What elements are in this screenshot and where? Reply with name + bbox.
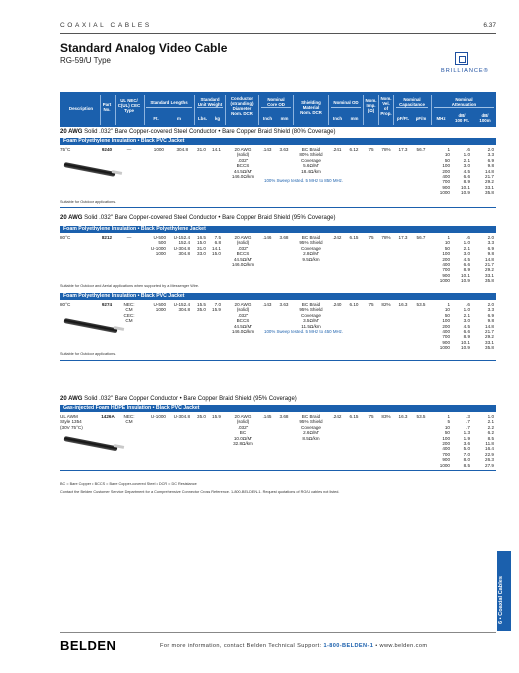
footer-website: • www.belden.com	[375, 643, 428, 649]
shield-spec: BC Braid 95% Shield Coverage 2.6Ω/M' 8.5Ω/km	[299, 414, 323, 441]
application-note: Suitable for Outdoor and Aerial applications when supported by a Messenger Wire.	[60, 284, 200, 288]
capacitance-ft: 17.3	[398, 235, 408, 240]
col-core-od: Nominal Core OD	[267, 97, 285, 107]
section-divider	[60, 207, 496, 208]
attn-mhz: 1 10 50 100 200 400 700 900 1000	[439, 302, 450, 351]
section-1-bar: Foam Polyethylene Insulation • Black PVC Jacket	[60, 138, 496, 145]
ul-type: —	[126, 147, 132, 152]
temp-rating: 80°C	[60, 302, 71, 307]
col-attn-db-100m: dB/ 100m	[479, 113, 491, 123]
col-cap-pf-ft: pF/Ft.	[397, 116, 409, 121]
weight-lbs: 31.0	[197, 147, 206, 152]
length-m: U-152.4 304.8	[173, 302, 190, 313]
temp-rating: UL AWM Style 1354 (30V 75°C)	[60, 414, 83, 430]
length-m: 304.8	[176, 147, 188, 152]
od-mm: 6.15	[349, 235, 359, 240]
col-std-lengths-ft: Ft.	[153, 116, 159, 121]
col-attn-mhz: MHz	[436, 116, 446, 121]
velocity: 82%	[381, 302, 391, 307]
col-shielding: Shielding Material Nom. DCR	[300, 100, 322, 115]
core-od-inch: .145	[262, 414, 272, 419]
section-2-title: 20 AWG Solid .032" Bare Copper-covered Steel Conductor • Bare Copper Braid Shield (95% Coverage)	[60, 215, 336, 221]
sweep-note: 100% Sweep tested. 5 MHz to 450 MHz.	[264, 329, 344, 334]
header-divider	[60, 33, 496, 34]
attn-db-m: 2.0 3.3 6.9 9.8 14.8 21.7 29.2 33.1 35.8	[485, 147, 494, 196]
capacitance-m: 53.5	[416, 302, 426, 307]
length-ft: 1000	[153, 147, 164, 152]
col-attn-db-100ft: dB/ 100 Ft.	[455, 113, 469, 123]
length-ft: U-1000	[150, 414, 166, 419]
page-number: 6.37	[483, 22, 496, 29]
conductor-spec: 20 AWG (solid) .032" BCCS 44.5Ω/M' 146.0Ω/km	[231, 302, 255, 335]
capacitance-ft: 17.3	[398, 147, 408, 152]
col-std-lengths-m: m	[177, 116, 181, 121]
core-od-mm: 3.63	[279, 302, 289, 307]
weight-lbs: 35.0	[197, 414, 206, 419]
footer-divider	[60, 632, 496, 633]
section-divider	[60, 360, 496, 361]
od-mm: 6.12	[349, 147, 359, 152]
ul-type: NEC: CM CEC: CM	[123, 302, 135, 324]
col-unit-weight: Standard Unit Weight	[197, 97, 223, 107]
table-header	[60, 92, 496, 127]
col-nominal-od: Nominal OD	[333, 100, 359, 105]
core-od-mm: 3.63	[279, 147, 289, 152]
cable-image	[64, 436, 118, 451]
abbreviation-legend: BC = Bare Copper • BCCS = Bare Copper-covered Steel • DCR = DC Resistance	[60, 482, 197, 486]
core-od-mm: 3.68	[279, 235, 289, 240]
col-capacitance: Nominal Capacitance	[399, 97, 425, 107]
attn-db-m: 1.0 2.1 2.2 6.2 8.5 11.8 16.4 22.9 26.3 27.9	[485, 414, 494, 468]
weight-lbs: 15.5 35.0	[197, 302, 206, 313]
od-inch: .242	[332, 414, 342, 419]
capacitance-ft: 16.3	[398, 414, 408, 419]
shield-spec: BC Braid 95% Shield Coverage 2.8Ω/M' 9.5Ω/km	[299, 235, 323, 262]
part-number: 9240	[101, 147, 113, 152]
od-inch: .240	[332, 302, 342, 307]
application-note: Suitable for Outdoor applications.	[60, 352, 117, 356]
page-subtitle: RG-59/U Type	[60, 56, 111, 65]
velocity: 83%	[381, 414, 391, 419]
velocity: 78%	[381, 235, 391, 240]
attn-mhz: 1 5 10 50 100 200 400 700 900 1000	[439, 414, 450, 468]
brilliance-logo-text: BRILLIANCE®	[441, 68, 489, 74]
side-tab	[497, 551, 511, 631]
length-ft: U-500 500 U-1000 1000	[150, 235, 166, 257]
col-nominal-od-mm: mm	[350, 116, 359, 121]
conductor-spec: 20 AWG (solid) .032" BCCS 44.5Ω/M' 146.0Ω/km	[231, 235, 255, 268]
part-number: 8212	[101, 235, 113, 240]
weight-kg: 7.5 6.8 14.1 15.0	[212, 235, 221, 257]
application-note: Suitable for Outdoor applications.	[60, 200, 117, 204]
weight-kg: 14.1	[212, 147, 221, 152]
temp-rating: 75°C	[60, 147, 71, 152]
attn-db-ft: .6 1.0 2.1 3.0 4.5 6.6 8.9 10.1 10.9	[461, 302, 470, 351]
col-core-od-inch: Inch	[262, 116, 273, 121]
cable-image	[64, 162, 116, 177]
attn-db-m: 2.0 3.3 6.9 9.8 14.8 21.7 29.2 33.1 35.8	[485, 235, 494, 284]
od-mm: 6.15	[349, 414, 359, 419]
od-mm: 6.10	[349, 302, 359, 307]
col-nominal-od-inch: Inch	[332, 116, 343, 121]
impedance: 75	[368, 147, 374, 152]
cable-image	[64, 318, 118, 333]
impedance: 75	[368, 414, 374, 419]
footer-info-prefix: For more information, contact Belden Technical Support:	[160, 643, 322, 649]
section-3-bar: Foam Polyethylene Insulation • Black PVC Jacket	[60, 293, 496, 300]
shield-spec: BC Braid 95% Shield Coverage 3.5Ω/M' 11.5Ω/km	[299, 302, 323, 329]
capacitance-m: 53.5	[416, 414, 426, 419]
attn-db-ft: .6 1.0 2.1 3.0 4.5 6.6 8.9 10.1 10.9	[461, 147, 470, 196]
section-4-bar: Gas-injected Foam HDPE Insulation • Black PVC Jacket	[60, 405, 496, 412]
part-number: 9274	[101, 302, 113, 307]
length-m: U-304.8	[173, 414, 190, 419]
attn-mhz: 1 10 50 100 200 400 700 900 1000	[439, 147, 450, 196]
core-od-inch: .143	[262, 302, 272, 307]
footer-contact	[160, 643, 427, 649]
attn-db-ft: .6 1.0 2.1 3.0 4.5 6.6 8.9 10.1 10.9	[461, 235, 470, 284]
conductor-spec: 20 AWG (solid) .032" BCCS 44.5Ω/M' 146.0Ω/km	[231, 147, 255, 180]
col-conductor: Conductor (stranding) Diameter Nom. DCR	[230, 96, 254, 116]
col-core-od-mm: mm	[280, 116, 289, 121]
col-std-lengths: Standard Lengths	[150, 100, 188, 105]
weight-kg: 7.0 15.9	[212, 302, 221, 313]
ul-type: NEC: CM	[123, 414, 135, 425]
length-ft: U-500 1000	[153, 302, 166, 313]
impedance: 75	[368, 302, 374, 307]
shield-spec: BC Braid 80% Shield Coverage 5.6Ω/M' 18.4Ω/km	[299, 147, 323, 174]
col-attenuation: Nominal Attenuation	[451, 97, 477, 107]
ul-type: —	[126, 235, 132, 240]
impedance: 75	[368, 235, 374, 240]
section-category: COAXIAL CABLES	[60, 22, 152, 29]
col-velocity: Nom. Vel. of Prop.	[380, 96, 392, 116]
attn-db-ft: .3 .7 .7 1.3 1.9 3.6 5.0 7.0 8.0 8.5	[463, 414, 470, 468]
conductor-spec: 20 AWG (solid) .032" BC 10.0Ω/M' 32.8Ω/km	[233, 414, 253, 447]
weight-kg: 15.9	[212, 414, 221, 419]
section-divider	[60, 470, 496, 471]
od-inch: .242	[332, 235, 342, 240]
core-od-mm: 3.68	[279, 414, 289, 419]
capacitance-m: 56.7	[416, 235, 426, 240]
core-od-inch: .146	[262, 235, 272, 240]
col-ul-nec: UL NEC/ C(UL) CEC Type	[117, 98, 141, 113]
page-title: Standard Analog Video Cable	[60, 41, 228, 55]
col-part-no: Part No.	[102, 102, 112, 112]
od-inch: .241	[332, 147, 342, 152]
capacitance-m: 56.7	[416, 147, 426, 152]
col-description: Description	[68, 106, 94, 111]
section-2-bar: Foam Polyethylene Insulation • Black Polyethylene Jacket	[60, 226, 496, 233]
col-unit-weight-kg: kg	[214, 116, 221, 121]
brilliance-logo-icon	[455, 52, 468, 65]
section-1-title: 20 AWG Solid .032" Bare Copper-covered Steel Conductor • Bare Copper Braid Shield (80% Coverage)	[60, 129, 336, 135]
temp-rating: 80°C	[60, 235, 71, 240]
attn-mhz: 1 10 50 100 200 400 700 900 1000	[439, 235, 450, 284]
weight-lbs: 16.5 15.0 31.0 33.0	[197, 235, 206, 257]
col-unit-weight-lbs: Lbs.	[197, 116, 208, 121]
length-m: U-152.4 152.4 U-304.8 304.8	[173, 235, 190, 257]
part-number: 1426A	[101, 414, 115, 419]
sweep-note: 100% Sweep tested. 5 MHz to 850 MHz.	[264, 178, 344, 183]
col-cap-pf-m: pF/m	[415, 116, 427, 121]
attn-db-m: 2.0 3.3 6.9 9.8 14.8 21.7 29.2 33.1 35.8	[485, 302, 494, 351]
side-tab-label: 6 • Coaxial Cables	[498, 576, 504, 624]
velocity: 78%	[381, 147, 391, 152]
footer-phone: 1-800-BELDEN-1	[323, 643, 374, 649]
core-od-inch: .143	[262, 147, 272, 152]
section-4-title: 20 AWG Solid .032" Bare Copper Conductor • Bare Copper Braid Shield (95% Coverage)	[60, 396, 297, 402]
contact-note: Contact the Belden Customer Service Department for a Comprehensive Connector Cross Reference. 1-800-BELDEN-1. Request quotations of RG/U cables not listed.	[60, 490, 340, 494]
capacitance-ft: 16.3	[398, 302, 408, 307]
belden-logo: BELDEN	[60, 638, 117, 653]
col-impedance: Nom. Imp. (Ω)	[365, 98, 377, 113]
